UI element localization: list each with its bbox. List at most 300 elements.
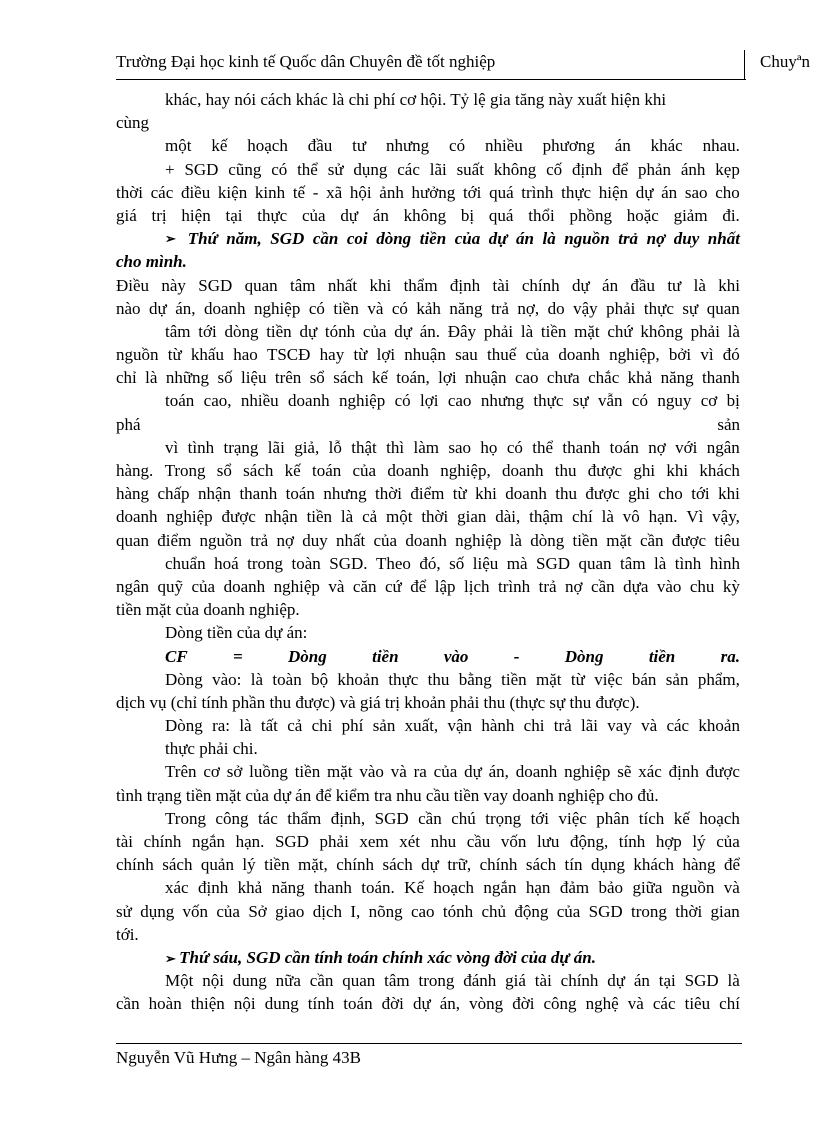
word: thổi [528, 205, 555, 225]
word: SGD [184, 159, 219, 179]
word: cơ [203, 762, 220, 782]
word: chí [572, 507, 593, 527]
word: toán [311, 461, 342, 480]
word: cần [309, 971, 334, 991]
word: Dòng [165, 716, 203, 736]
word: vào: [212, 669, 242, 689]
text-line [116, 760, 740, 783]
word: án, [439, 994, 461, 1014]
text-line [116, 111, 740, 134]
word: kế [371, 368, 388, 388]
word: cũng [228, 159, 262, 179]
word: chú [451, 808, 476, 828]
word: là [239, 716, 252, 736]
word: liệu [472, 553, 499, 573]
word: khả [627, 368, 653, 388]
word: tư [352, 136, 367, 156]
word: khách [633, 855, 674, 875]
word: hàng [116, 484, 150, 504]
word: hoàn [148, 994, 182, 1014]
word: cứ [385, 576, 402, 596]
word: cao [447, 391, 472, 411]
word: trạng [223, 437, 259, 457]
word: phải [690, 321, 720, 341]
word: án, [175, 298, 196, 318]
word: là [542, 229, 556, 249]
text-line [116, 853, 740, 876]
word: nữa [275, 971, 301, 991]
word: lãi [580, 716, 598, 736]
word: doanh [505, 484, 547, 504]
word: doanh [558, 345, 600, 365]
word: cơ [700, 391, 718, 411]
word: trị [151, 205, 167, 225]
word: từ [452, 484, 467, 504]
word: phẩm, [697, 669, 740, 689]
word: CF [165, 646, 188, 666]
word: nguồn [199, 530, 243, 550]
word: ra. [720, 646, 740, 666]
text-line [116, 297, 740, 320]
word: khả [237, 878, 263, 898]
word: nghiệp [455, 530, 502, 550]
word: của [556, 901, 581, 921]
word: tác [257, 808, 278, 828]
word: hạn. [235, 832, 265, 851]
word: thu [554, 461, 577, 480]
word: tế [292, 182, 306, 202]
word: tiền [294, 762, 321, 782]
word: để [723, 855, 740, 875]
text-line [116, 645, 740, 668]
word: là [145, 368, 158, 388]
word: tiền [540, 321, 567, 341]
word: sử [116, 901, 132, 921]
word: định [668, 762, 699, 782]
word: để [410, 576, 427, 596]
word: khách [699, 461, 740, 480]
word: quan [578, 553, 612, 573]
word: định [198, 878, 229, 898]
word: nghiệp [564, 762, 611, 782]
word: chính [336, 855, 375, 875]
word: doanh [515, 762, 558, 782]
word: nguồn [671, 878, 715, 898]
word: thực [533, 391, 564, 411]
word: quá [489, 182, 514, 202]
page-header [116, 52, 816, 82]
word: nợ [565, 576, 583, 596]
word: nhuận [465, 368, 507, 388]
word: sản [372, 716, 396, 736]
text-line [116, 668, 740, 691]
line-text: khác, hay nói cách khác là chi phí cơ hội. Tỷ lệ gia tăng này xuất hiện khi [165, 90, 667, 109]
word: năng [271, 878, 305, 898]
word: doanh [204, 298, 246, 318]
word: trong [418, 971, 455, 991]
word: đời [381, 994, 404, 1014]
word: thực [561, 182, 592, 202]
word: Đây [447, 321, 477, 341]
word: Vì [686, 507, 704, 527]
word: và [328, 576, 345, 596]
word: tâm [165, 321, 191, 341]
word: tiêu [714, 530, 740, 550]
word: thẩm [287, 808, 322, 828]
word: lỗ [328, 437, 342, 457]
word: hàng [682, 855, 716, 875]
word: tín [564, 855, 583, 875]
word: tại [658, 971, 676, 991]
word: quỹ [157, 576, 184, 596]
word: đầu [630, 275, 655, 295]
word: của [352, 461, 377, 480]
word: dự [149, 298, 167, 318]
word: coi [346, 229, 368, 249]
word: thời [675, 901, 703, 921]
word: - [312, 182, 319, 202]
word: quan [706, 298, 740, 318]
word: tất [260, 716, 278, 736]
word: nghiệp [273, 576, 320, 596]
word: phí [341, 716, 364, 736]
word: ngân [116, 576, 150, 596]
word: sách [382, 855, 413, 875]
word: toán [165, 391, 195, 411]
word: tónh [442, 901, 474, 921]
word: = [233, 646, 243, 666]
word: quan [116, 530, 150, 550]
word: khấu [190, 345, 224, 365]
word: Sở [248, 901, 267, 921]
word: trả [618, 229, 639, 249]
text-line [116, 436, 740, 459]
line-text: tình trạng tiền mặt của dự án để kiểm tra nhu cầu tiền vay doanh nghiệp cho đủ. [116, 785, 659, 805]
word: nợ, [517, 298, 540, 318]
word: giữa [632, 878, 663, 898]
word: dụng [353, 159, 388, 179]
word: của [525, 345, 550, 365]
word: chủ [481, 901, 507, 921]
line-text: thực phải chi. [165, 739, 258, 759]
word: ghi [628, 484, 650, 504]
word: lịch [464, 576, 490, 596]
word: tiền [333, 298, 359, 318]
word: xã [326, 182, 343, 202]
word: vào [443, 646, 469, 666]
word: liệu [240, 368, 267, 388]
word: động, [569, 832, 609, 851]
word: gian [710, 901, 740, 921]
document-body [116, 88, 740, 1016]
word: quan [342, 971, 376, 991]
word: thuế [486, 345, 517, 365]
word: là [727, 971, 740, 991]
word: dịch [312, 901, 343, 921]
word: khi [718, 275, 740, 295]
word: một [386, 507, 413, 527]
word: nội [202, 971, 224, 991]
word: kiện [217, 182, 248, 202]
word: là [340, 507, 354, 527]
word: bộ [311, 669, 329, 689]
word: định, [330, 808, 366, 828]
word: giao [275, 901, 305, 921]
word: sử [327, 159, 344, 179]
word: của [216, 901, 240, 921]
word: dự [421, 855, 439, 875]
word: thẩm [403, 275, 438, 295]
word: Dòng [288, 646, 327, 666]
word: doanh [501, 461, 544, 480]
word: dự [607, 971, 626, 991]
header-rule [116, 79, 746, 80]
word: chí [719, 994, 740, 1014]
word: duy [673, 229, 700, 249]
word: thời [375, 484, 402, 504]
word: lợi [438, 368, 457, 388]
word: tâm [620, 553, 646, 573]
word: dung [264, 994, 299, 1014]
word: SGD [274, 832, 309, 851]
text-line [116, 134, 740, 157]
word: có [449, 136, 466, 156]
word: khi [666, 461, 689, 480]
word: ánh [680, 159, 706, 179]
word: trong [631, 901, 667, 921]
word: kế [673, 808, 690, 828]
line-text: dịch vụ (chỉ tính phần thu được) và giá trị khoản phải thu (thực sự thu được). [116, 692, 640, 712]
footer-author: Nguyễn Vũ Hưng – Ngân hàng 43B [116, 1048, 361, 1067]
word: khoản [698, 716, 740, 736]
word: tình [187, 437, 215, 457]
word: các [150, 182, 174, 202]
word: lãi [429, 159, 447, 179]
text-line [116, 691, 740, 714]
word: thanh [239, 484, 278, 504]
text-line [116, 320, 740, 343]
word: dung [232, 971, 267, 991]
text-line [116, 181, 740, 204]
word: cao, [203, 391, 232, 411]
word: số [217, 368, 233, 388]
text-line [116, 830, 740, 853]
word: các [397, 159, 420, 179]
word: đánh [463, 971, 497, 991]
word: từ [570, 669, 585, 689]
word: của [716, 832, 740, 851]
word: sự [572, 391, 589, 411]
word: bằng [458, 669, 492, 689]
word: được [585, 484, 620, 504]
word: thực [388, 669, 419, 689]
word: SGD. [329, 553, 368, 573]
word: thiện [190, 994, 225, 1014]
word: nợ [646, 229, 666, 249]
word: thời [116, 182, 143, 202]
word: trả [538, 576, 557, 596]
text-line [116, 389, 740, 412]
word: doanh [223, 576, 266, 596]
word: tới [530, 808, 550, 828]
word: với [675, 437, 698, 457]
word: giảm [673, 205, 708, 225]
word: hạn [525, 878, 551, 898]
word: là [250, 669, 264, 689]
word: đi. [722, 205, 740, 225]
word: sẽ [617, 762, 632, 782]
word: xác [165, 878, 189, 898]
text-line [116, 946, 740, 969]
word: tính [307, 994, 335, 1014]
word: cố [546, 159, 563, 179]
word: và [627, 994, 644, 1014]
word: kế [284, 461, 301, 480]
text-line [116, 274, 740, 297]
word: Trong [164, 461, 206, 480]
word: phân [596, 808, 630, 828]
word: việc [594, 669, 623, 689]
word: quá [488, 205, 514, 225]
word: nhưng [385, 136, 430, 156]
word: cần [312, 229, 339, 249]
word: hưởng [411, 182, 456, 202]
word: sự [682, 298, 699, 318]
word: tính [618, 832, 646, 851]
word: này [161, 275, 186, 295]
word: có [506, 437, 523, 457]
word: trả [553, 716, 572, 736]
word: và [390, 762, 407, 782]
word: vòng [469, 994, 504, 1014]
word: khoản [337, 669, 379, 689]
word: cho [715, 182, 740, 202]
word: nghiệp, [609, 345, 660, 365]
word: tiền [648, 646, 676, 666]
word: là [654, 553, 667, 573]
word: án [372, 205, 389, 225]
word: Thứ [187, 229, 218, 249]
word: năm, [226, 229, 262, 249]
word: có [271, 159, 288, 179]
word: toàn [272, 669, 302, 689]
word: Trên [165, 762, 197, 782]
word: dài, [495, 507, 521, 527]
word: tiền [306, 507, 333, 527]
word: để [612, 159, 629, 179]
word: cần [639, 530, 664, 550]
word: mà [506, 553, 528, 573]
word: doanh [116, 507, 158, 527]
word: không [493, 159, 537, 179]
text-line [116, 250, 740, 273]
word: nghiệp [166, 507, 213, 527]
word: chính [143, 832, 182, 851]
word: nội [233, 994, 256, 1014]
word: công [215, 808, 249, 828]
word: dựa [623, 576, 649, 596]
word: nguồn [116, 345, 159, 365]
word: phải [606, 298, 636, 318]
word: trong [247, 553, 283, 573]
word: của [301, 205, 326, 225]
word: sản [717, 414, 740, 434]
word: án [661, 182, 678, 202]
word: giả, [294, 437, 320, 457]
word: nõng [368, 901, 403, 921]
word: năng [449, 298, 483, 318]
word: vì [700, 345, 714, 365]
word: nhưng [480, 391, 525, 411]
word: sách [333, 368, 364, 388]
text-line [116, 575, 740, 598]
word: đảm [559, 878, 590, 898]
word: án. [419, 321, 440, 341]
word: được [221, 507, 256, 527]
word: nhuận [404, 345, 446, 365]
word: chỉ [116, 368, 137, 388]
word: kỳ [722, 576, 740, 596]
word: dự [394, 321, 412, 341]
word: thể [532, 437, 554, 457]
word: hoạch [699, 808, 740, 828]
text-line [116, 505, 740, 528]
word: Kế [404, 878, 424, 898]
word: sổ [309, 368, 325, 388]
header-right-text: Chuyªn [760, 52, 811, 71]
word: sách [243, 461, 274, 480]
word: đầu [307, 136, 333, 156]
word: ngắn [191, 832, 225, 851]
word: doanh [387, 461, 429, 480]
word: chính [116, 855, 154, 875]
word: dự [464, 762, 482, 782]
word: điểm [157, 530, 192, 550]
arrow-bullet-icon: ➢ [165, 231, 180, 247]
word: thời [421, 507, 449, 527]
word: đời [512, 994, 535, 1014]
word: của [362, 321, 387, 341]
word: chấp [157, 484, 190, 504]
word: mặt [574, 321, 600, 341]
word: chưa [546, 368, 580, 388]
word: nhu [430, 832, 457, 851]
word: hoạch [433, 878, 474, 898]
word: tiền [372, 646, 399, 666]
word: trên [274, 368, 302, 388]
word: án, [488, 762, 509, 782]
word: vẫn [597, 391, 623, 411]
text-line [116, 158, 740, 181]
word: tới [198, 321, 217, 341]
word: có [394, 391, 411, 411]
text-line [116, 714, 740, 737]
word: lãi [267, 437, 285, 457]
word: một [165, 136, 192, 156]
text-line [116, 598, 740, 621]
word: nhận [264, 507, 298, 527]
word: hình [709, 553, 740, 573]
word: hợp [655, 832, 682, 851]
word: vay [607, 716, 632, 736]
word: lý [242, 855, 256, 875]
word: năng [660, 368, 694, 388]
word: tư [667, 275, 682, 295]
word: chính [560, 971, 599, 991]
word: dự [299, 321, 318, 341]
word: tại [225, 205, 243, 225]
word: là [509, 530, 522, 550]
